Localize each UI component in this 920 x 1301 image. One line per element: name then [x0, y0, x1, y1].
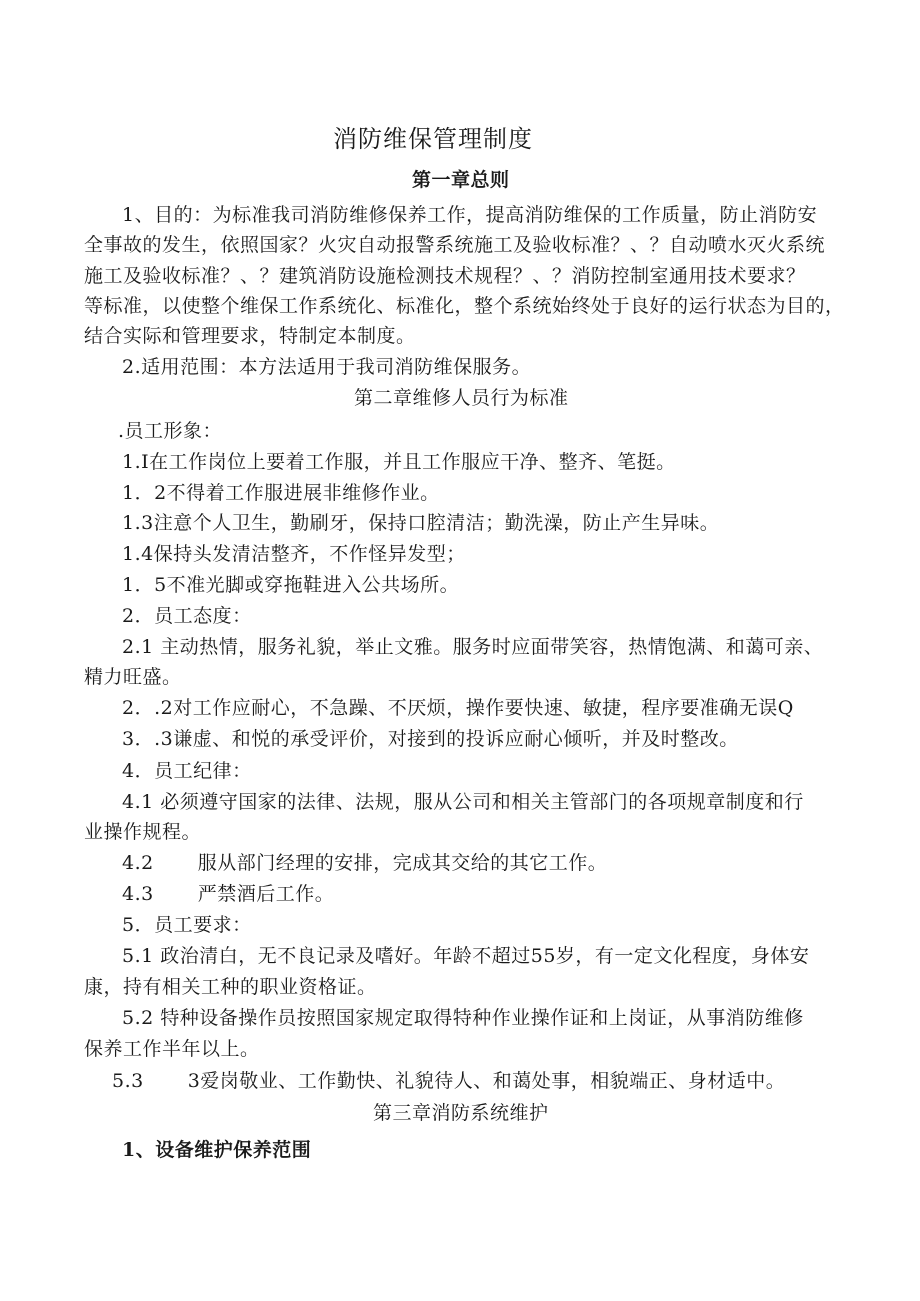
item-1-2: 1．2不得着工作服进展非维修作业。: [122, 482, 440, 504]
item-4-1-line2: 业操作规程。: [84, 821, 202, 843]
item-4-3-text: 严禁酒后工作。: [197, 883, 335, 905]
item-5-2-line1: 5.2 特种设备操作员按照国家规定取得特种作业操作证和上岗证，从事消防维修: [122, 1007, 804, 1029]
item-4-2-number: 4.2: [122, 852, 154, 874]
chapter1-heading: 第一章总则: [412, 169, 510, 191]
document-title: 消防维保管理制度: [333, 125, 533, 153]
chapter1-para1-line1: 1、目的：为标准我司消防维修保养工作，提高消防维保的工作质量，防止消防安: [122, 204, 818, 226]
item-2-2: 2．.2对工作应耐心，不急躁、不厌烦，操作要快速、敏捷，程序要准确无误Q: [122, 697, 794, 719]
item-1-3: 1.3注意个人卫生，勤刷牙，保持口腔清洁；勤洗澡，防止产生异味。: [122, 512, 720, 534]
chapter1-para1-line3: 施工及验收标准？、？建筑消防设施检测技术规程？、？消防控制室通用技术要求？: [84, 265, 806, 287]
item-5-3-number: 5.3: [112, 1070, 144, 1092]
item-2-1-line2: 精力旺盛。: [84, 666, 182, 688]
item-5-2-line2: 保养工作半年以上。: [84, 1038, 260, 1060]
chapter1-para1-line5: 结合实际和管理要求，特制定本制度。: [84, 325, 416, 347]
item-5-1-line2: 康，持有相关工种的职业资格证。: [84, 976, 377, 998]
item-1-4: 1.4保持头发清洁整齐，不作怪异发型；: [122, 543, 466, 565]
chapter1-para1-line2: 全事故的发生，依照国家？火灾自动报警系统施工及验收标准？、？自动喷水灭火系统: [84, 234, 826, 256]
item-5-3-text: 3爱岗敬业、工作勤快、礼貌待人、和蔼处事，相貌端正、身材适中。: [187, 1070, 786, 1092]
section-staff-discipline: 4．员工纪律：: [122, 760, 252, 782]
section-staff-image: .员工形象：: [118, 420, 223, 442]
chapter2-heading: 第二章维修人员行为标准: [354, 387, 569, 409]
item-2-1-line1: 2.1 主动热情，服务礼貌，举止文雅。服务时应面带笑容，热情饱满、和蔼可亲、: [122, 636, 824, 658]
item-2-3: 3．.3谦虚、和悦的承受评价，对接到的投诉应耐心倾听，并及时整改。: [122, 728, 739, 750]
chapter1-para2: 2.适用范围：本方法适用于我司消防维保服务。: [122, 356, 532, 378]
item-4-3: [122, 881, 334, 907]
item-4-2: [122, 850, 607, 876]
chapter3-heading: 第三章消防系统维护: [373, 1102, 549, 1124]
item-1-1: 1.I在工作岗位上要着工作服，并且工作服应干净、整齐、笔挺。: [122, 451, 676, 473]
item-5-1-line1: 5.1 政治清白，无不良记录及嗜好。年龄不超过55岁，有一定文化程度，身体安: [122, 945, 810, 967]
item-4-3-number: 4.3: [122, 883, 154, 905]
item-5-3: [112, 1068, 785, 1094]
chapter1-para1-line4: 等标准，以使整个维保工作系统化、标准化，整个系统始终处于良好的运行状态为目的，: [84, 295, 845, 317]
section-staff-attitude: 2．员工态度：: [122, 605, 252, 627]
item-1-5: 1．5不准光脚或穿拖鞋进入公共场所。: [122, 574, 460, 596]
item-4-2-text: 服从部门经理的安排，完成其交给的其它工作。: [197, 852, 608, 874]
item-4-1-line1: 4.1 必须遵守国家的法律、法规，服从公司和相关主管部门的各项规章制度和行: [122, 791, 804, 813]
section-staff-requirements: 5．员工要求：: [122, 914, 252, 936]
chapter3-item1: 1、设备维护保养范围: [122, 1139, 312, 1161]
